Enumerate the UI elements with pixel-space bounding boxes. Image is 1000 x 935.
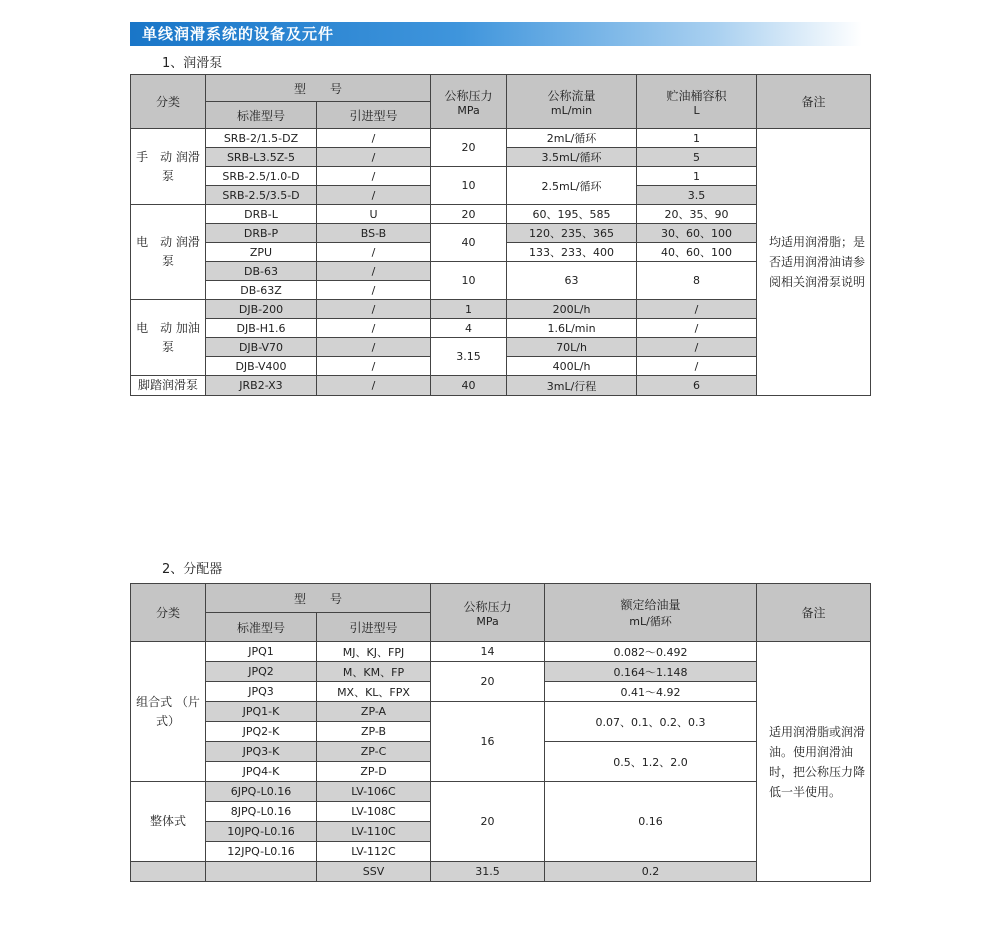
section-title-pumps: 1、润滑泵 <box>162 56 223 71</box>
table-row: DJB-V400 / 400L/h / <box>131 357 871 376</box>
table-row: DB-63 / 10 63 8 <box>131 262 871 281</box>
header-standard-model: 标准型号 <box>206 613 317 642</box>
header-remark: 备注 <box>757 75 871 129</box>
table-row: 12JPQ-L0.16 LV-112C <box>131 842 871 862</box>
table-row: 10JPQ-L0.16 LV-110C <box>131 822 871 842</box>
header-pressure: 公称压力 MPa <box>431 584 545 642</box>
header-tank: 贮油桶容积 L <box>637 75 757 129</box>
table-row: JPQ2 M、KM、FP 20 0.164～1.148 <box>131 662 871 682</box>
header-remark: 备注 <box>757 584 871 642</box>
banner-title: 单线润滑系统的设备及元件 <box>142 25 335 43</box>
pump-remark: 均适用润滑脂；是否适用润滑油请参阅相关润滑泵说明 <box>757 129 871 396</box>
table-row: 整体式 6JPQ-L0.16 LV-106C 20 0.16 <box>131 782 871 802</box>
pump-table <box>130 74 871 396</box>
header-model: 型 号 <box>206 75 431 102</box>
table-row: 电 动 润滑泵 DRB-L U 20 60、195、585 20、35、90 <box>131 205 871 224</box>
header-standard-model: 标准型号 <box>206 102 317 129</box>
distributor-remark: 适用润滑脂或润滑油。使用润滑油时，把公称压力降低一半使用。 <box>757 642 871 882</box>
section-banner <box>130 22 862 46</box>
distributor-table <box>130 583 871 882</box>
table-row: 电 动 加油泵 DJB-200 / 1 200L/h / <box>131 300 871 319</box>
header-model: 型 号 <box>206 584 431 613</box>
table-row: DB-63Z / <box>131 281 871 300</box>
category-manual: 手 动 润滑泵 <box>131 129 206 205</box>
table-row: JPQ3 MX、KL、FPX 0.41～4.92 <box>131 682 871 702</box>
table-row: JPQ4-K ZP-D <box>131 762 871 782</box>
category-integral: 整体式 <box>131 782 206 862</box>
table-row: DRB-P BS-B 40 120、235、365 30、60、100 <box>131 224 871 243</box>
table-row: JPQ2-K ZP-B <box>131 722 871 742</box>
header-imported-model: 引进型号 <box>317 102 431 129</box>
category-foot: 脚踏润滑泵 <box>131 376 206 396</box>
table-row: DJB-H1.6 / 4 1.6L/min / <box>131 319 871 338</box>
category-electric-filler: 电 动 加油泵 <box>131 300 206 376</box>
table-row: DJB-V70 / 3.15 70L/h / <box>131 338 871 357</box>
table-row: 脚踏润滑泵 JRB2-X3 / 40 3mL/行程 6 <box>131 376 871 396</box>
category-combined: 组合式 （片式） <box>131 642 206 782</box>
header-imported-model: 引进型号 <box>317 613 431 642</box>
header-category: 分类 <box>131 75 206 129</box>
header-flow: 公称流量 mL/min <box>507 75 637 129</box>
table-row: 8JPQ-L0.16 LV-108C <box>131 802 871 822</box>
section-title-distributors: 2、分配器 <box>162 562 223 577</box>
table-row: SSV 31.5 0.2 <box>131 862 871 882</box>
table-row: 手 动 润滑泵 SRB-2/1.5-DZ / 20 2mL/循环 1 均适用润滑脂；是否适用润滑油请参阅相关润滑泵说明 <box>131 129 871 148</box>
category-electric: 电 动 润滑泵 <box>131 205 206 300</box>
table-row: SRB-2.5/3.5-D / 3.5 <box>131 186 871 205</box>
table-row: SRB-2.5/1.0-D / 10 2.5mL/循环 1 <box>131 167 871 186</box>
table-row: JPQ3-K ZP-C 0.5、1.2、2.0 <box>131 742 871 762</box>
header-rated-flow: 额定给油量 mL/循环 <box>545 584 757 642</box>
table-row: ZPU / 133、233、400 40、60、100 <box>131 243 871 262</box>
table-row: JPQ1-K ZP-A 16 0.07、0.1、0.2、0.3 <box>131 702 871 722</box>
table-row: SRB-L3.5Z-5 / 3.5mL/循环 5 <box>131 148 871 167</box>
header-category: 分类 <box>131 584 206 642</box>
table-row: 组合式 （片式） JPQ1 MJ、KJ、FPJ 14 0.082～0.492 适用润滑脂或润滑油。使用润滑油时，把公称压力降低一半使用。 <box>131 642 871 662</box>
header-pressure: 公称压力 MPa <box>431 75 507 129</box>
